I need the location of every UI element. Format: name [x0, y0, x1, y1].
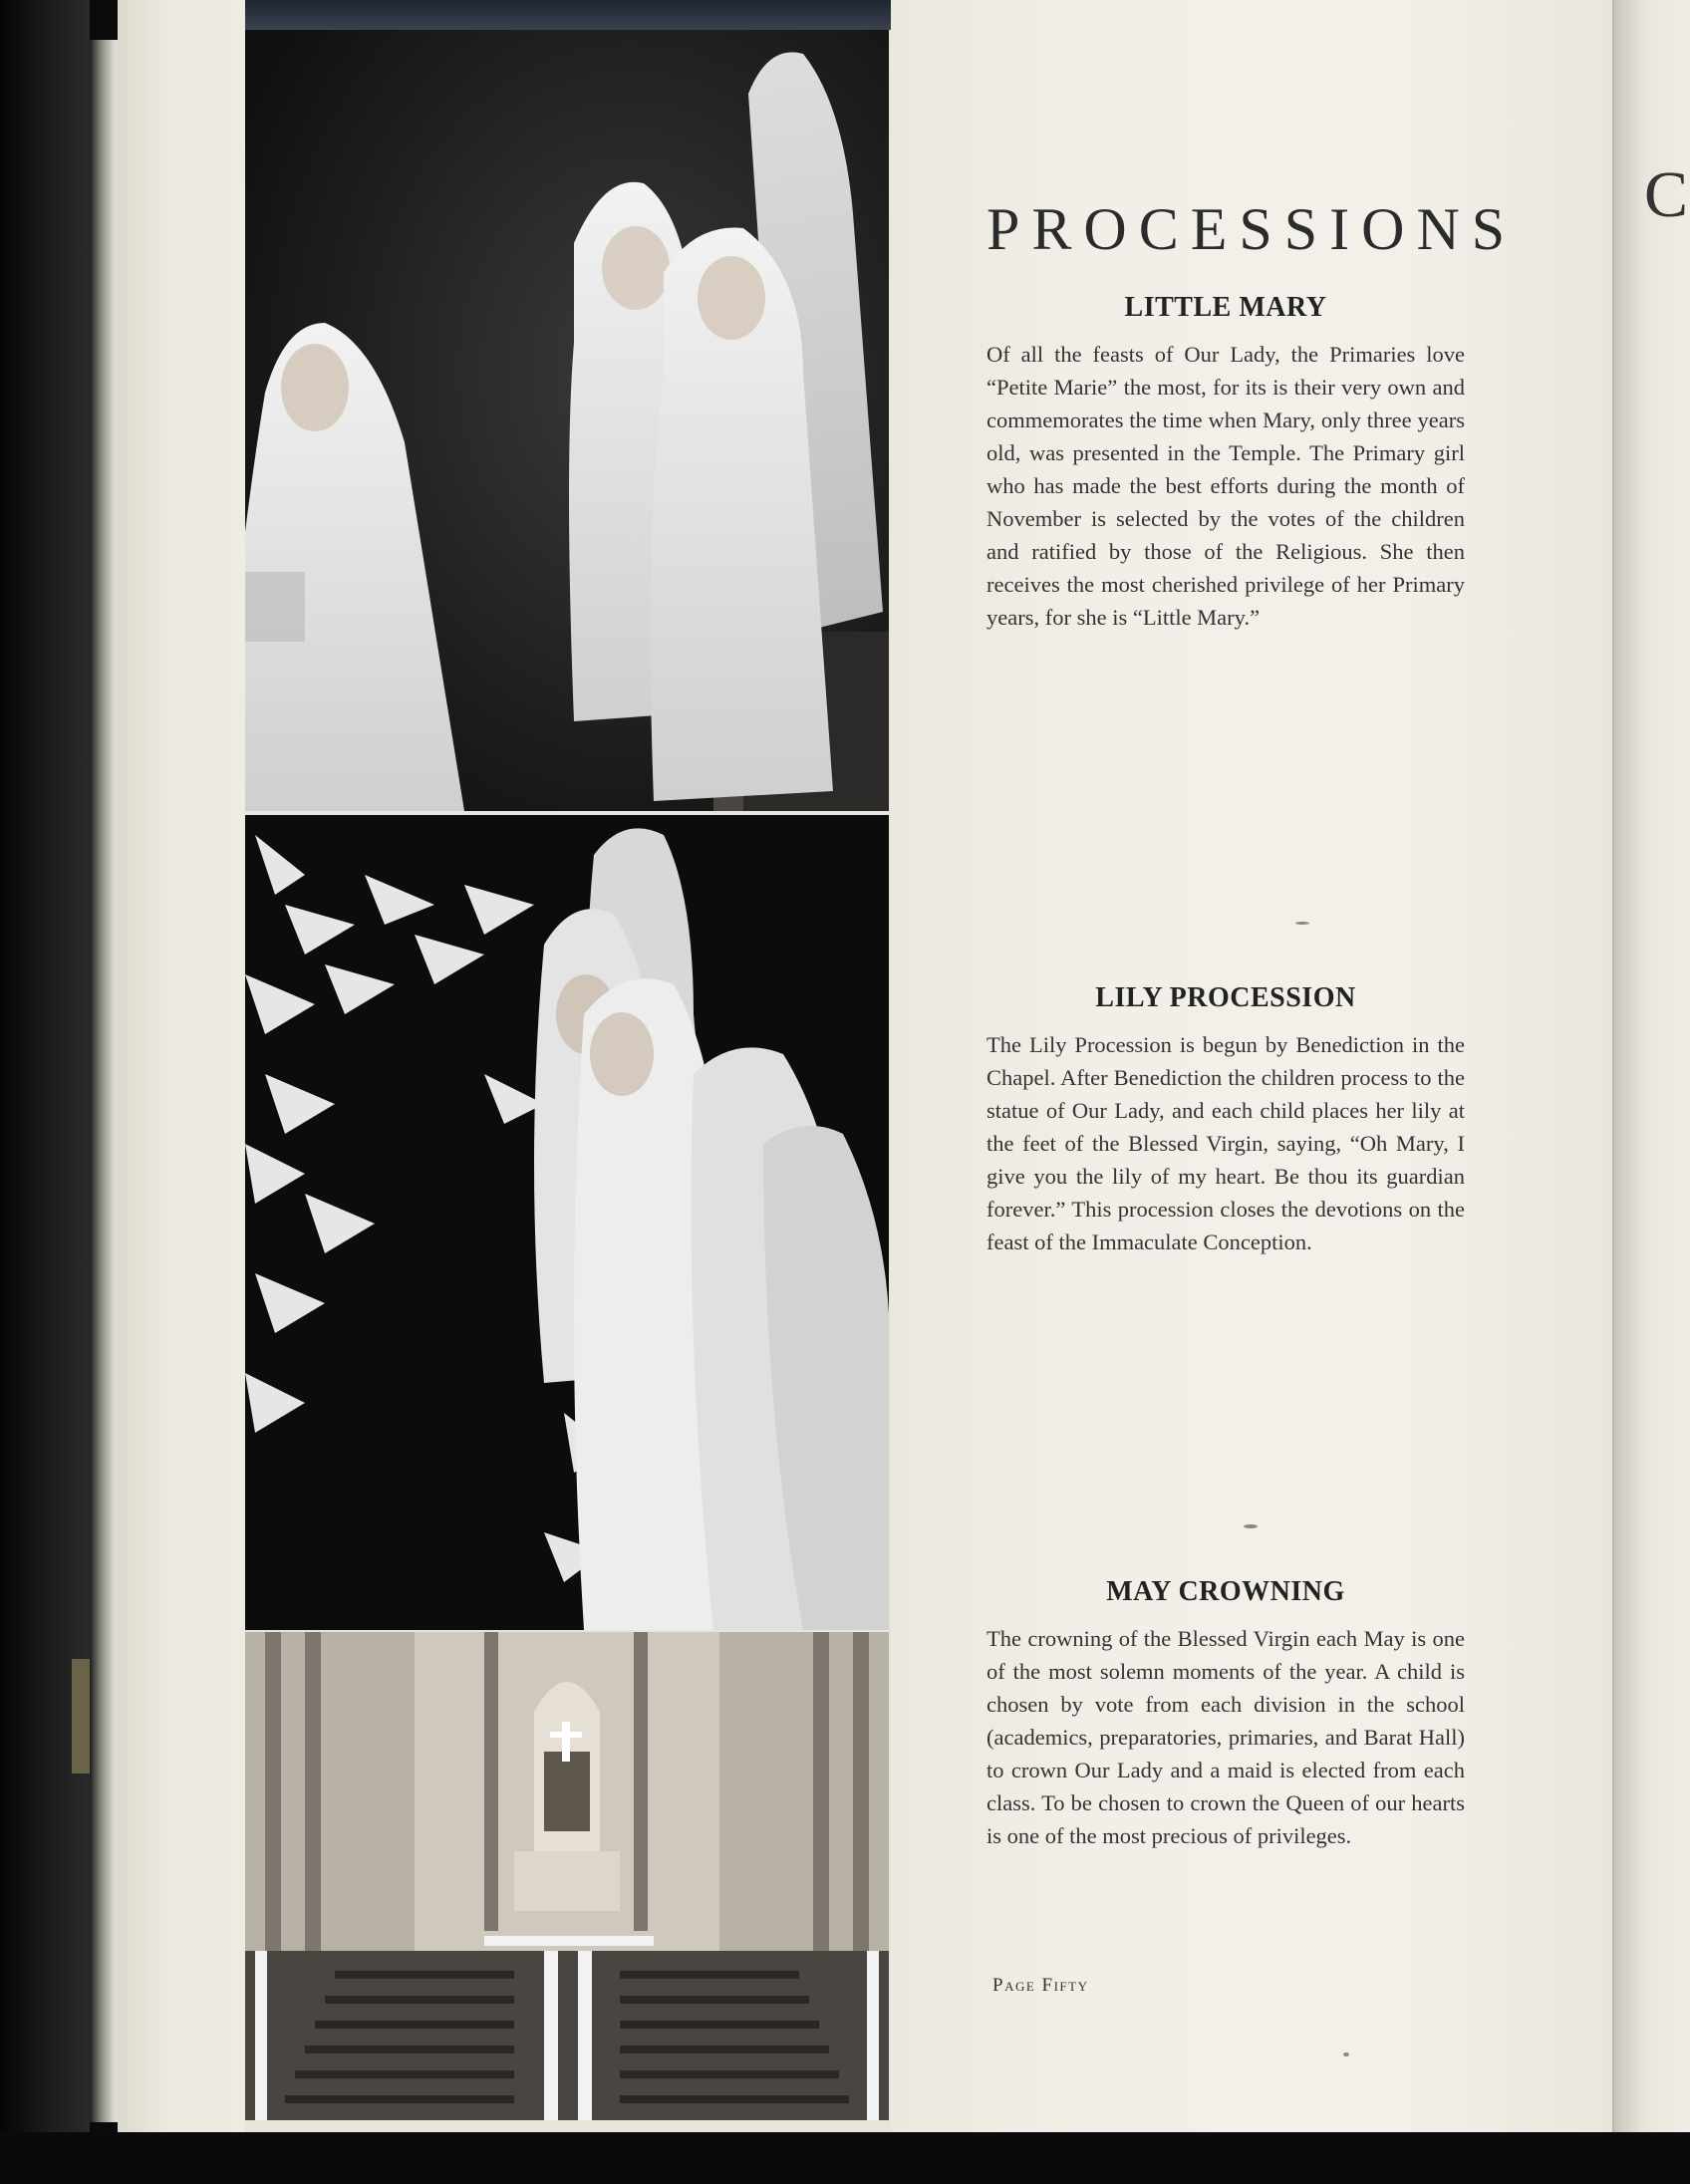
photo-lily-procession [245, 815, 889, 1630]
print-speck [1295, 922, 1309, 925]
section-heading: MAY CROWNING [1106, 1576, 1345, 1607]
next-page-edge [1612, 0, 1690, 2132]
section-little-mary [986, 292, 1465, 634]
print-speck [1343, 2052, 1349, 2056]
page-number: Page Fifty [992, 1975, 1089, 1996]
section-heading: LITTLE MARY [1124, 292, 1327, 323]
print-speck [1244, 1524, 1258, 1528]
next-page-letter: C [1644, 158, 1689, 231]
left-page-margin [118, 0, 248, 2132]
section-lily-procession [986, 982, 1465, 1258]
section-may-crowning [986, 1576, 1465, 1852]
section-heading: LILY PROCESSION [1095, 982, 1356, 1013]
binding-edge [90, 40, 120, 2122]
section-body: Of all the feasts of Our Lady, the Primaries love “Petite Marie” the most, for its is their very own and commemorates the time when Mary, only three years old, was presented in the Temple. The Primary girl who has made the best efforts during the month of November is selected by the votes of the children and ratified by those of the Religious. She then receives the most cherished privilege of her Primary years, for she is “Little Mary.” [986, 342, 1465, 630]
page-title: PROCESSIONS [986, 196, 1518, 263]
book-binding [0, 0, 90, 2184]
photo-little-mary [245, 14, 889, 811]
page-top-edge [245, 0, 893, 30]
photo-column [245, 0, 893, 2132]
section-body: The crowning of the Blessed Virgin each May is one of the most solemn moments of the year. A child is chosen by vote from each division in the school (academics, preparatories, primaries, and Barat Hall) to crown Our Lady and a maid is elected from each class. To be chosen to crown the Queen of our hearts is one of the most precious of privileges. [986, 1626, 1465, 1848]
photo-may-crowning [245, 1632, 889, 2120]
bottom-shadow [0, 2132, 1690, 2184]
section-body: The Lily Procession is begun by Benediction in the Chapel. After Benediction the children process to the statue of Our Lady, and each child places her lily at the feet of the Blessed Virgin, saying, “Oh Mary, I give you the lily of my heart. Be thou its guardian forever.” This procession closes the devotions on the feast of the Immaculate Conception. [986, 1032, 1465, 1254]
binding-tab [72, 1659, 90, 1774]
